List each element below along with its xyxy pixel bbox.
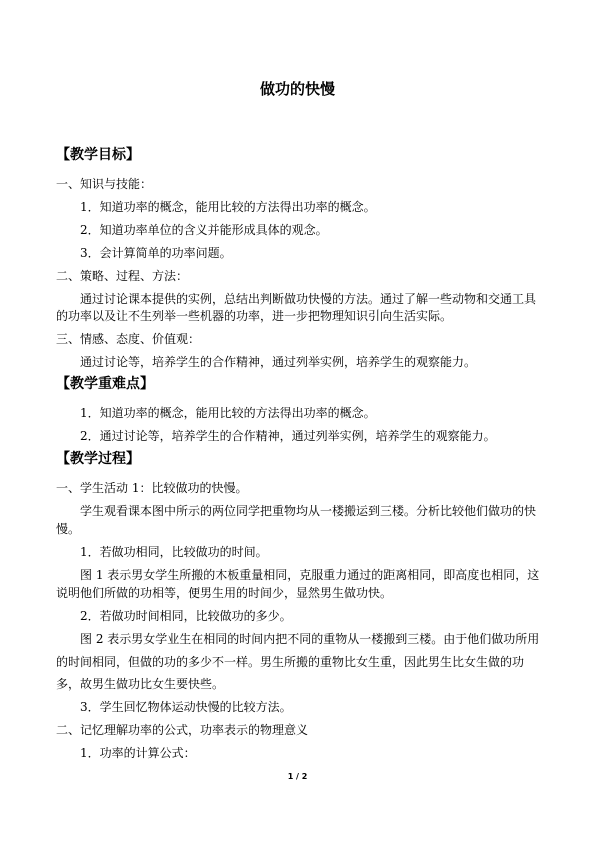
process-heading: 二、记忆理解功率的公式，功率表示的物理意义	[56, 723, 309, 737]
objective-item: 2．知道功率单位的含义并能形成具体的观念。	[80, 223, 328, 237]
key-point-item: 1．知道功率的概念，能用比较的方法得出功率的概念。	[80, 406, 376, 420]
document-title: 做功的快慢	[259, 80, 335, 98]
paragraph-line: 慢。	[56, 522, 81, 536]
paragraph-line: 通过讨论课本提供的实例，总结出判断做功快慢的方法。通过了解一些动物和交通工具	[80, 292, 537, 306]
paragraph-line: 图 2 表示男女学业生在相同的时间内把不同的重物从一楼搬到三楼。由于他们做功所用	[80, 632, 540, 646]
objective-heading-strategy: 二、策略、过程、方法：	[56, 269, 189, 283]
paragraph-line: 通过讨论等，培养学生的合作精神，通过列举实例，培养学生的观察能力。	[80, 355, 477, 369]
key-point-item: 2．通过讨论等，培养学生的合作精神，通过列举实例，培养学生的观察能力。	[80, 429, 496, 443]
section-heading-objectives: 【教学目标】	[56, 147, 140, 163]
objective-item: 3．会计算简单的功率问题。	[80, 246, 232, 260]
section-heading-key-points: 【教学重难点】	[56, 376, 154, 392]
paragraph-line: 的时间相同，但做的功的多少不一样。男生所搬的重物比女生重，因此男生比女生做的功	[56, 655, 525, 669]
paragraph-line: 学生观看课本图中所示的两位同学把重物均从一楼搬运到三楼。分析比较他们做功的快	[80, 504, 537, 518]
process-heading: 一、学生活动 1：比较做功的快慢。	[56, 481, 248, 495]
paragraph-line: 图 1 表示男女学生所搬的木板重量相同，克服重力通过的距离相同，即高度也相同，这	[80, 568, 540, 582]
paragraph-line: 说明他们所做的功相等，便男生用的时间少，显然男生做功快。	[56, 586, 393, 600]
objective-item: 1．知道功率的概念，能用比较的方法得出功率的概念。	[80, 200, 376, 214]
process-item: 1．功率的计算公式：	[80, 746, 196, 760]
objective-heading-knowledge: 一、知识与技能：	[56, 177, 153, 191]
section-heading-process: 【教学过程】	[56, 451, 140, 467]
page-number: 1 / 2	[287, 772, 308, 781]
objective-heading-values: 三、情感、态度、价值观：	[56, 332, 201, 346]
process-item: 1．若做功相同，比较做功的时间。	[80, 545, 268, 559]
process-item: 3．学生回忆物体运动快慢的比较方法。	[80, 700, 292, 714]
paragraph-line: 的功率以及让不生列举一些机器的功率，进一步把物理知识引向生活实际。	[56, 309, 453, 323]
process-item: 2．若做功时间相同，比较做功的多少。	[80, 609, 292, 623]
paragraph-line: 多，故男生做功比女生要快些。	[56, 677, 225, 691]
